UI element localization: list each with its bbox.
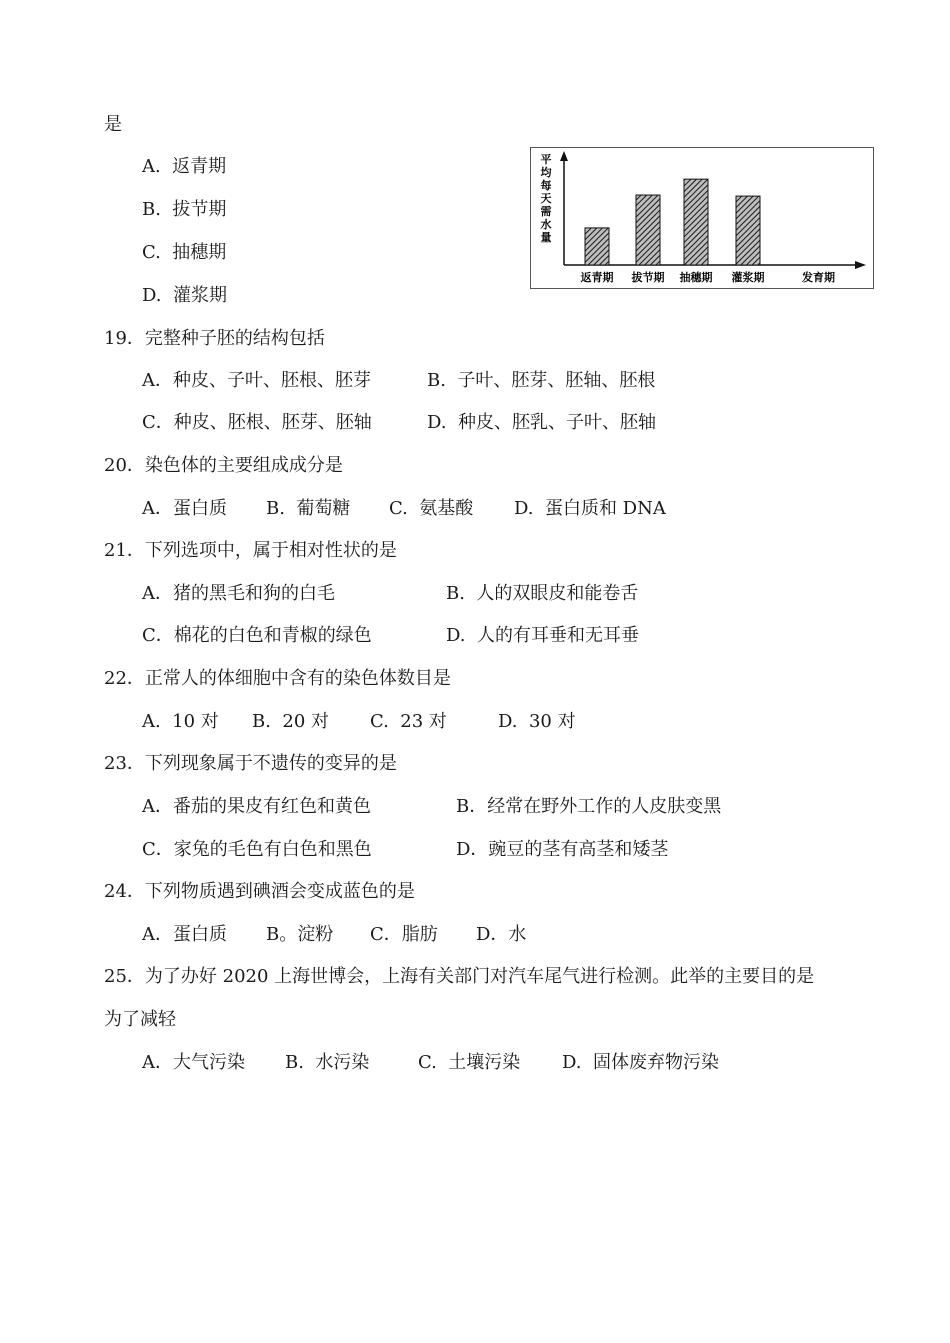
x-tick-label-3: 抽穗期 [679,271,713,284]
q21-option-a: A．猪的黑毛和狗的白毛 [142,583,335,604]
q18-option-a: A. 返青期 [142,156,227,177]
question-19-stem: 19．完整种子胚的结构包括 [104,328,325,349]
x-tick-label-4: 灌浆期 [731,271,765,284]
q25-option-d: D. 固体废弃物污染 [562,1052,719,1073]
y-axis-label-char: 水 [540,218,552,231]
question-22-stem: 22．正常人的体细胞中含有的染色体数目是 [104,668,451,689]
q23-option-c: C．家兔的毛色有白色和黑色 [142,839,372,860]
x-tick-label-2: 拔节期 [631,271,665,284]
q25-option-b: B. 水污染 [285,1052,370,1073]
q22-option-a: A. 10 对 [142,711,219,732]
q22-option-c: C. 23 对 [370,711,447,732]
question-25-stem-line1: 25．为了办好 2020 上海世博会，上海有关部门对汽车尾气进行检测。此举的主要目的是 [104,966,815,987]
q18-option-b: B. 拔节期 [142,199,227,220]
q20-option-c: C. 氨基酸 [389,498,474,519]
x-tick-label-1: 返青期 [580,271,614,284]
q25-option-c: C. 土壤污染 [418,1052,521,1073]
question-21-stem: 21．下列选项中，属于相对性状的是 [104,540,397,561]
y-axis-label-char: 需 [540,205,552,218]
bar-3 [684,179,708,265]
q24-option-a: A．蛋白质 [142,924,227,945]
q19-option-b: B. 子叶、胚芽、胚轴、胚根 [427,370,656,391]
q20-option-d: D. 蛋白质和 DNA [514,498,666,519]
q23-option-a: A．番茄的果皮有红色和黄色 [142,796,371,817]
q19-option-a: A．种皮、子叶、胚根、胚芽 [142,370,371,391]
bar-4 [736,196,760,265]
q18-option-d: D. 灌浆期 [142,285,227,306]
q24-option-d: D．水 [476,924,527,945]
y-axis-label-char: 平 [540,153,552,166]
question-18-stem-tail: 是 [104,114,122,135]
y-axis-label-char: 均 [540,166,552,179]
q24-option-b: B。淀粉 [266,924,334,945]
question-25-stem-line2: 为了减轻 [104,1009,176,1030]
q20-option-b: B. 葡萄糖 [266,498,351,519]
y-axis-label-char: 每 [540,179,552,192]
bar-1 [585,228,609,265]
q22-option-d: D. 30 对 [498,711,576,732]
q19-option-c: C．种皮、胚根、胚芽、胚轴 [142,412,372,433]
y-axis-label-char: 量 [540,231,552,244]
q19-option-d: D. 种皮、胚乳、子叶、胚轴 [427,412,656,433]
q23-option-d: D．豌豆的茎有高茎和矮茎 [456,839,669,860]
q21-option-d: D. 人的有耳垂和无耳垂 [446,625,639,646]
y-axis-label [541,152,553,244]
question-24-stem: 24．下列物质遇到碘酒会变成蓝色的是 [104,881,415,902]
bar-2 [636,195,660,265]
q18-option-c: C. 抽穗期 [142,242,227,263]
q22-option-b: B. 20 对 [252,711,330,732]
water-demand-chart [530,147,874,289]
x-axis-label: 发育期 [802,271,835,284]
q20-option-a: A．蛋白质 [142,498,227,519]
q24-option-c: C．脂肪 [370,924,438,945]
question-23-stem: 23．下列现象属于不遗传的变异的是 [104,753,397,774]
q25-option-a: A．大气污染 [142,1052,245,1073]
q23-option-b: B．经常在野外工作的人皮肤变黑 [456,796,722,817]
question-20-stem: 20．染色体的主要组成成分是 [104,455,343,476]
q21-option-b: B. 人的双眼皮和能卷舌 [446,583,639,604]
y-axis-label-char: 天 [540,192,552,205]
q21-option-c: C．棉花的白色和青椒的绿色 [142,625,372,646]
